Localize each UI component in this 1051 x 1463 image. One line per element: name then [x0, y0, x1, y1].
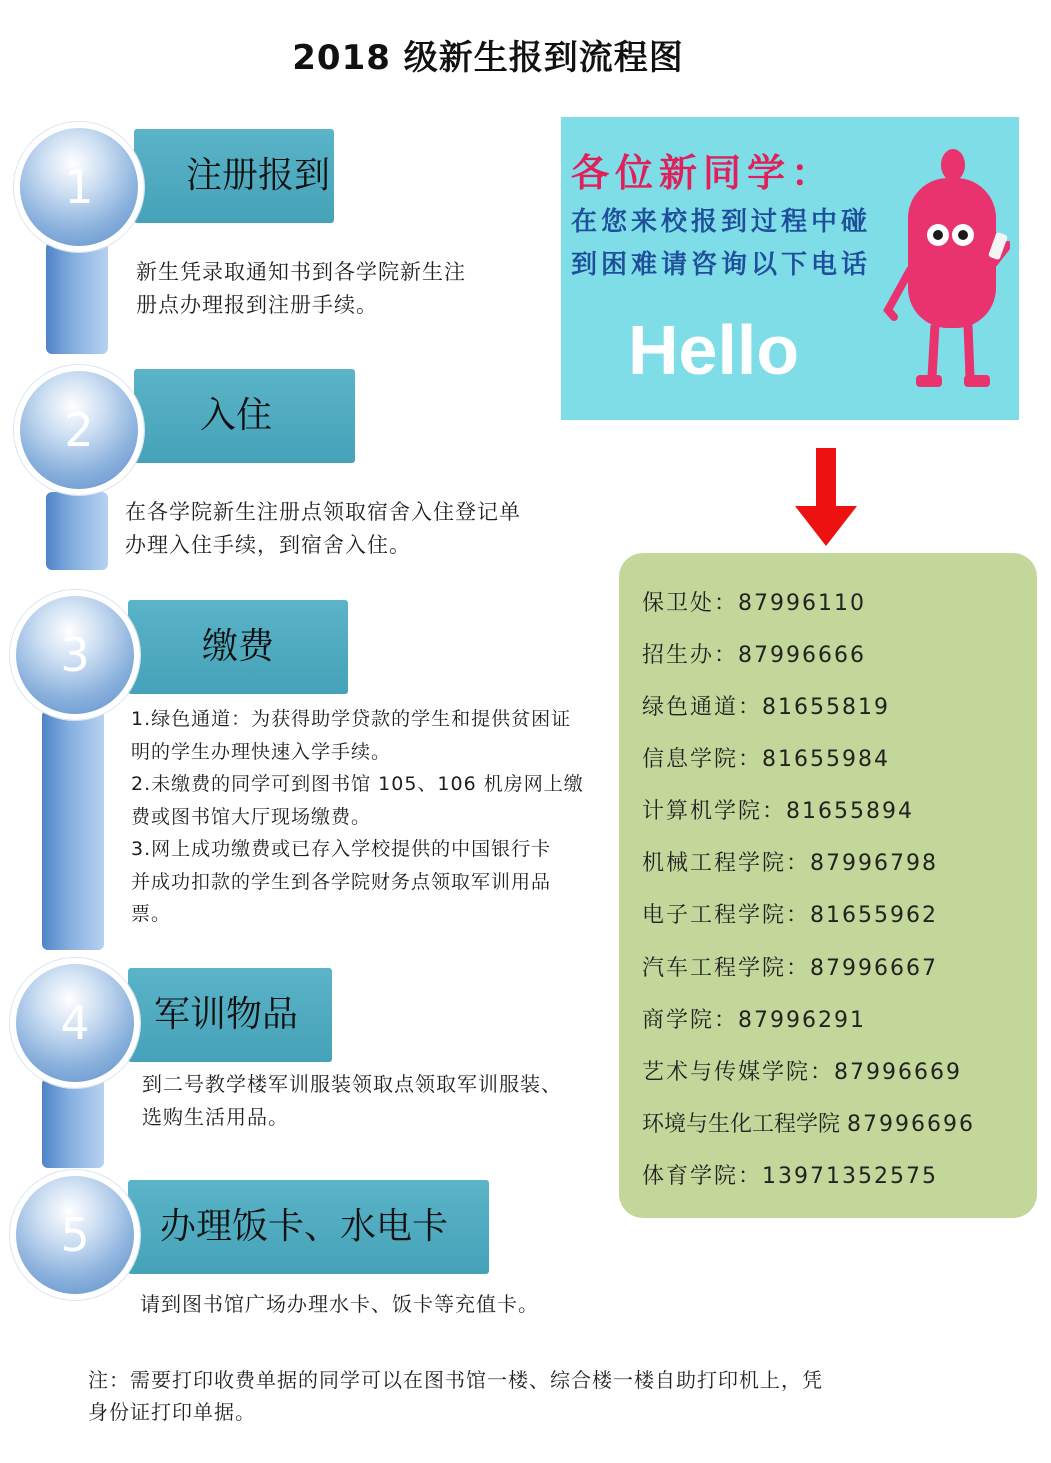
step-3-desc-line: 1.绿色通道：为获得助学贷款的学生和提供贫困证 [131, 708, 572, 730]
step-4-desc-line: 到二号教学楼军训服装领取点领取军训服装、 [142, 1072, 562, 1096]
footer-note-line: 身份证打印单据。 [88, 1400, 256, 1424]
contact-name: 保卫处： [642, 591, 739, 616]
hello-panel-title: 各位新同学： [571, 151, 836, 195]
hello-word: Hello [628, 311, 800, 389]
contact-phone: 81655984 [762, 747, 890, 772]
contact-item [642, 1107, 975, 1138]
contact-name: 电子工程学院： [642, 903, 811, 928]
step-4-circle [10, 958, 140, 1088]
contact-name: 商学院： [642, 1008, 739, 1033]
step-2-number: 2 [64, 403, 94, 457]
page-title: 2018 级新生报到流程图 [292, 38, 684, 78]
footer-note [88, 1364, 888, 1428]
contact-phone: 13971352575 [762, 1164, 938, 1189]
step-5-circle [10, 1170, 140, 1300]
contact-item [642, 586, 866, 617]
step-5-bar [128, 1180, 489, 1274]
contact-item [642, 1003, 866, 1034]
step-5-label: 办理饭卡、水电卡 [160, 1206, 449, 1247]
step-3-label: 缴费 [202, 626, 275, 667]
contact-name: 信息学院： [642, 747, 763, 772]
flow-connector-4 [42, 1078, 104, 1168]
step-4-label: 军训物品 [154, 994, 299, 1035]
step-2-desc-line: 在各学院新生注册点领取宿舍入住登记单 [125, 500, 521, 524]
step-3-desc-line: 3.网上成功缴费或已存入学校提供的中国银行卡 [131, 838, 552, 860]
step-3-description [131, 703, 584, 931]
contact-phone: 81655894 [786, 799, 914, 824]
step-4-desc-line: 选购生活用品。 [142, 1105, 289, 1129]
contact-name: 招生办： [642, 643, 739, 668]
step-3-desc-line: 2.未缴费的同学可到图书馆 105、106 机房网上缴 [131, 773, 584, 795]
contact-phone: 87996291 [738, 1008, 866, 1033]
step-3-desc-line: 费或图书馆大厅现场缴费。 [131, 805, 372, 828]
step-4-description [142, 1068, 562, 1134]
contact-phone: 87996798 [810, 851, 938, 876]
step-2-circle [14, 365, 144, 495]
step-3-desc-line: 票。 [131, 903, 172, 925]
mascot-icon [860, 145, 1010, 410]
contact-phone: 81655819 [762, 695, 890, 720]
contact-name: 机械工程学院： [642, 851, 811, 876]
step-3-circle [10, 590, 140, 720]
contact-phone: 87996667 [810, 956, 938, 981]
contact-name: 汽车工程学院： [642, 956, 811, 981]
hello-panel-line: 到困难请咨询以下电话 [571, 250, 872, 280]
flow-connector-2 [46, 492, 108, 570]
hello-panel-line: 在您来校报到过程中碰 [571, 207, 872, 237]
contact-name: 计算机学院： [642, 799, 787, 824]
down-arrow-icon [795, 448, 857, 546]
contact-item [642, 794, 914, 825]
contact-name: 艺术与传媒学院： [642, 1060, 835, 1085]
step-1-circle [14, 122, 144, 252]
contact-item [642, 1055, 962, 1086]
step-3-desc-line: 并成功扣款的学生到各学院财务点领取军训用品 [131, 870, 552, 893]
contact-item [642, 898, 938, 929]
contact-item [642, 1159, 938, 1190]
step-1-description [136, 256, 466, 322]
contact-phone: 87996669 [834, 1060, 962, 1085]
contact-phone: 87996696 [847, 1112, 975, 1137]
step-2-label: 入住 [200, 395, 273, 436]
contact-phone: 87996110 [738, 591, 866, 616]
contact-phone: 81655962 [810, 903, 938, 928]
contact-item [642, 638, 866, 669]
contact-name: 体育学院： [642, 1164, 763, 1189]
contact-item [642, 690, 890, 721]
contact-phone: 87996666 [738, 643, 866, 668]
step-1-bar [134, 129, 334, 223]
flow-connector-3 [42, 710, 104, 950]
step-2-bar [134, 369, 355, 463]
step-2-desc-line: 办理入住手续，到宿舍入住。 [125, 533, 411, 557]
step-3-bar [128, 600, 348, 694]
contact-item [642, 846, 938, 877]
step-3-number: 3 [60, 628, 90, 682]
step-2-description [125, 496, 521, 562]
step-5-number: 5 [60, 1208, 90, 1262]
step-1-desc-line: 册点办理报到注册手续。 [136, 293, 378, 317]
step-3-desc-line: 明的学生办理快速入学手续。 [131, 740, 392, 763]
contact-name: 环境与生化工程学院 [642, 1112, 841, 1137]
contact-name: 绿色通道： [642, 695, 763, 720]
step-1-desc-line: 新生凭录取通知书到各学院新生注 [136, 260, 466, 284]
flow-connector-1 [46, 242, 108, 354]
contact-item [642, 742, 890, 773]
step-1-label: 注册报到 [186, 155, 331, 196]
step-1-number: 1 [64, 160, 94, 214]
contact-item [642, 951, 938, 982]
footer-note-line: 注：需要打印收费单据的同学可以在图书馆一楼、综合楼一楼自助打印机上，凭 [88, 1368, 823, 1392]
step-5-description [140, 1288, 539, 1321]
step-4-bar [128, 968, 332, 1062]
step-4-number: 4 [60, 996, 90, 1050]
step-5-desc-line: 请到图书馆广场办理水卡、饭卡等充值卡。 [140, 1292, 539, 1316]
